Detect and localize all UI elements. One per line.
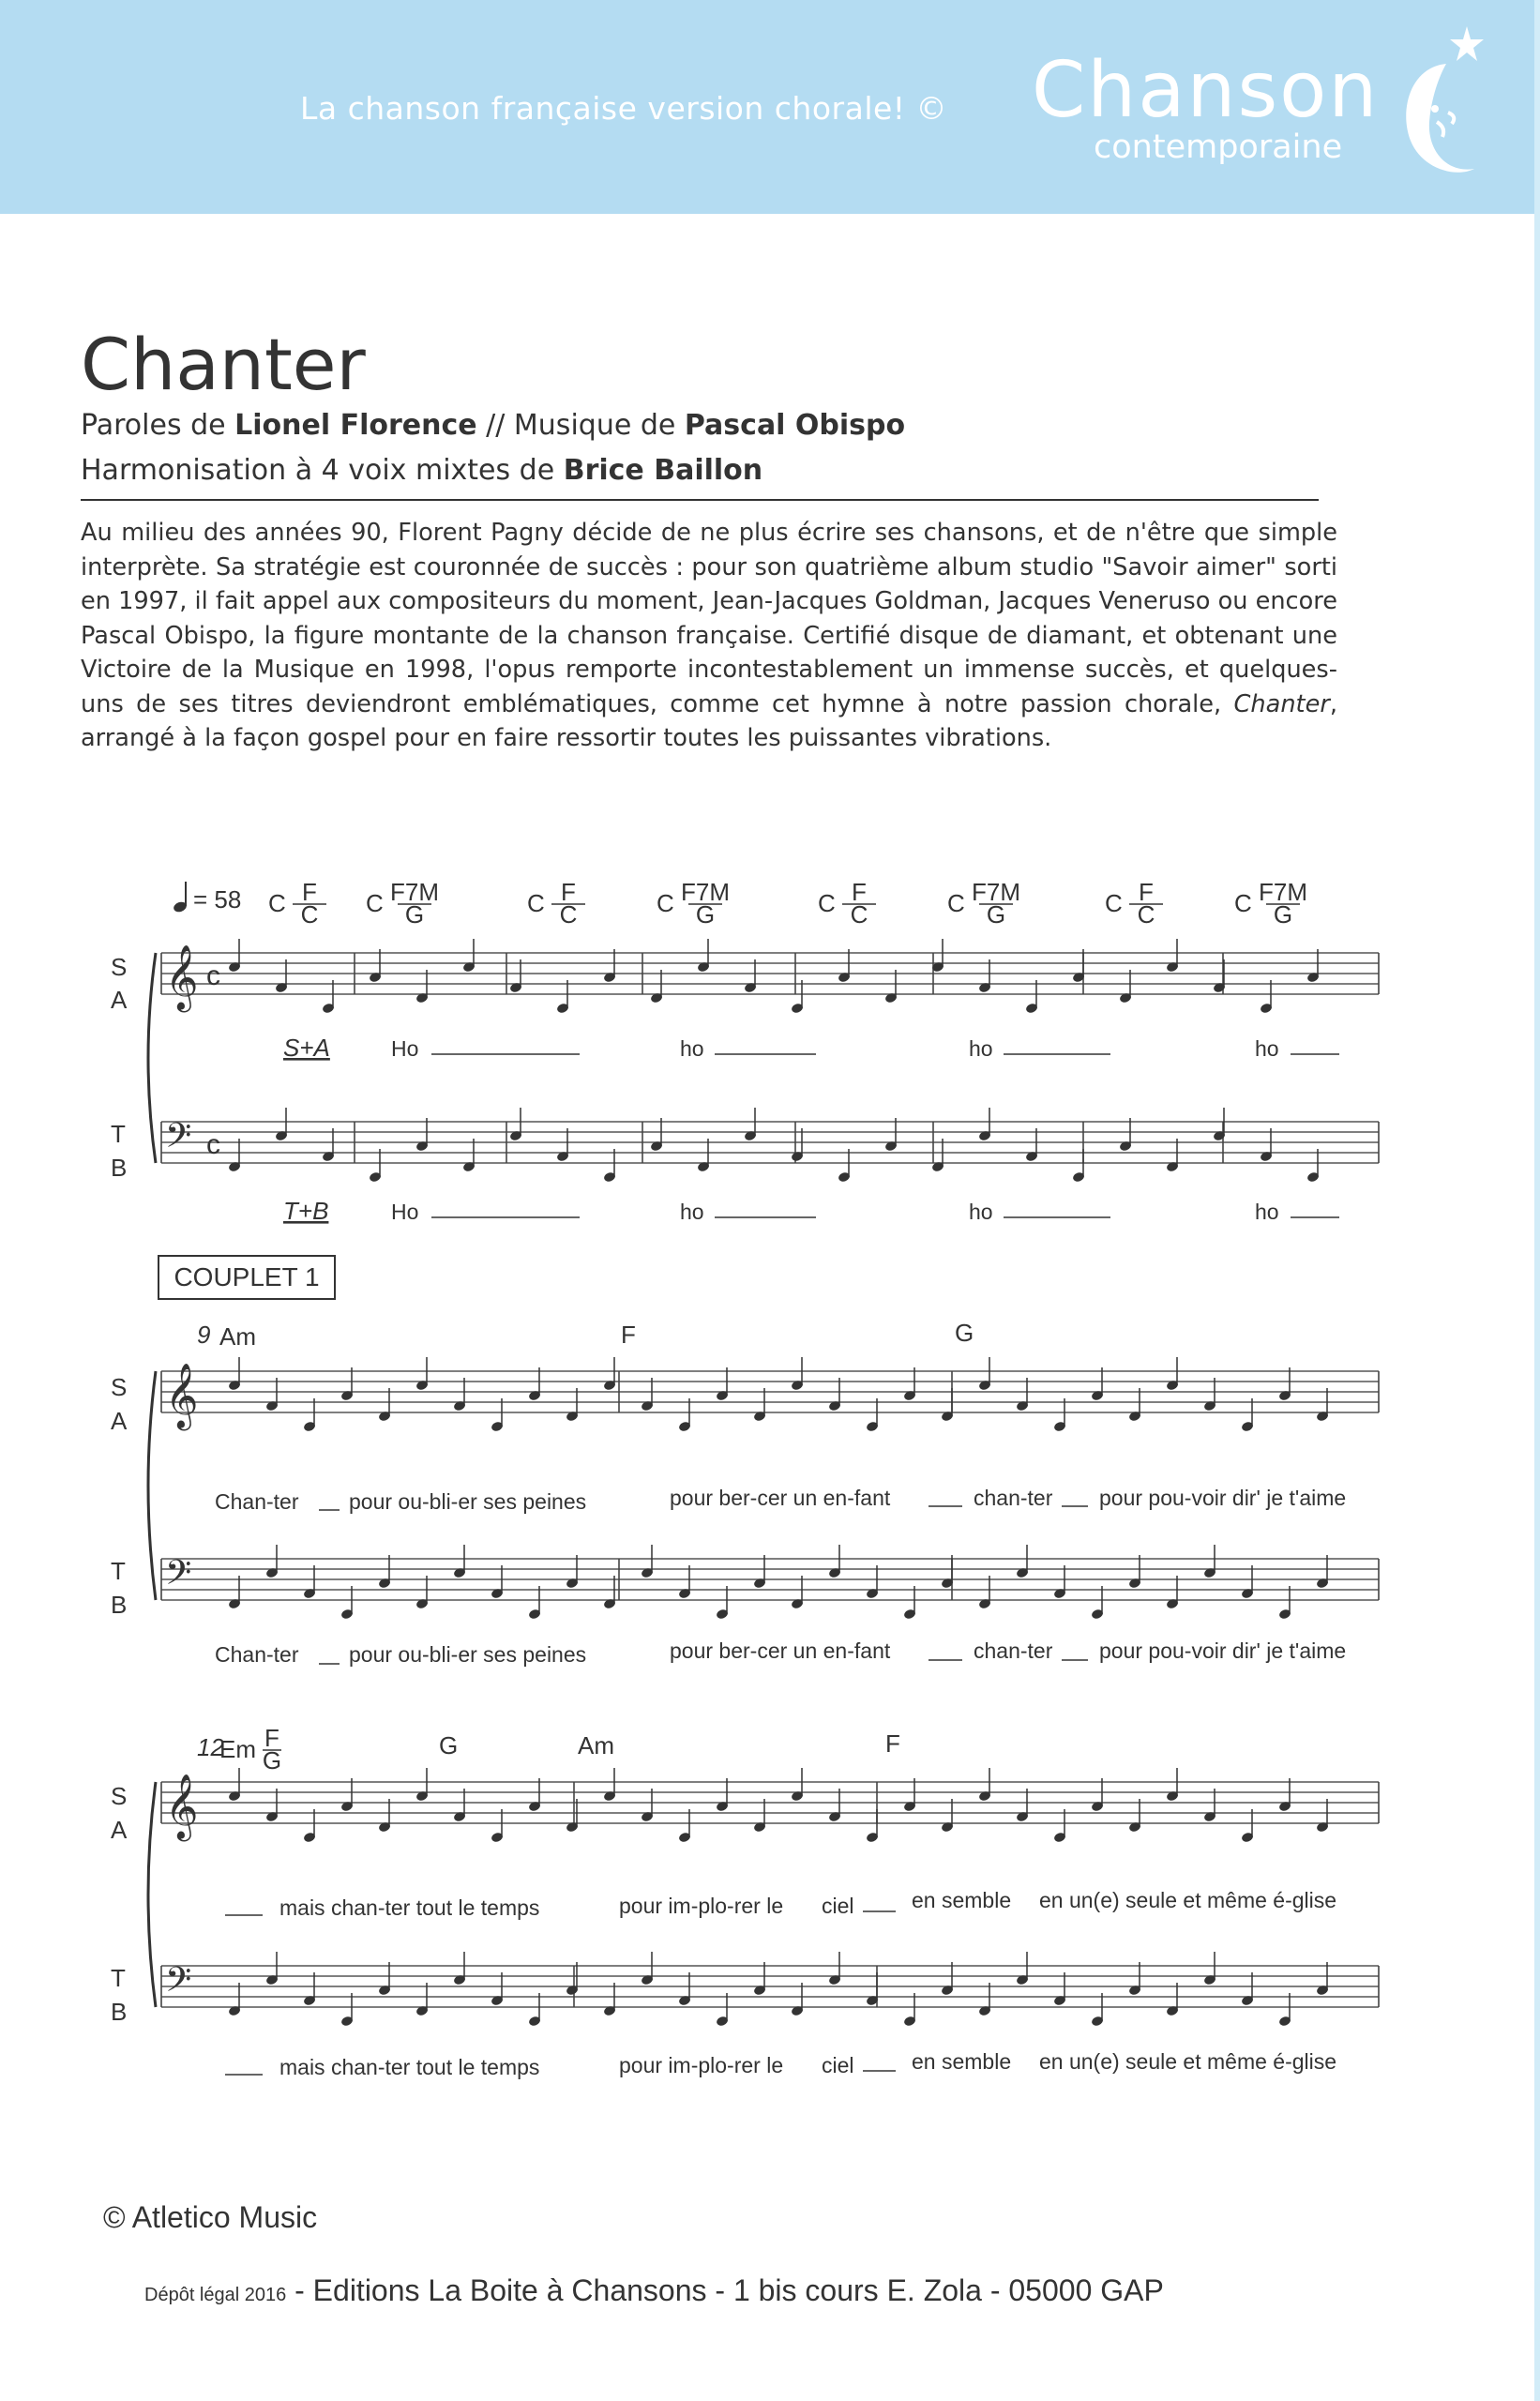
voice-label-b: B [111,1154,128,1182]
chord-root-3: C [657,889,674,917]
chord-f: F [621,1321,636,1349]
chord-root-2: C [527,889,545,917]
chord-root-1: C [366,889,384,917]
lyric-ho-tb-2: ho [680,1200,704,1224]
voice-label-a2: A [111,1407,128,1435]
lyric-implorer: pour im-plo-rer le [619,1894,784,1918]
lyric-pouvoir: pour pou-voir dir' je t'aime [1099,1486,1347,1510]
lyric-chanter: Chan-ter [215,1489,299,1514]
chord-g-2: G [439,1731,459,1759]
legal-notice [144,2273,1164,2308]
chord-num-3: F7M [681,878,730,906]
arr-prefix: Harmonisation à 4 voix mixtes de [81,454,564,487]
chord-den-4: C [850,900,868,929]
composer: Pascal Obispo [684,409,906,442]
voice-label-s3: S [111,1782,128,1810]
brand-subtitle: contemporaine [1094,128,1343,166]
lyric-ciel-tb: ciel [822,2053,854,2077]
lyric-chanter-2: chan-ter [974,1486,1053,1510]
measure-number-9: 9 [197,1321,211,1349]
chord-em-num: F [264,1724,279,1752]
voice-label-a: A [111,986,128,1014]
lyrics-prefix: Paroles de [81,409,235,442]
chord-den-0: C [300,900,319,929]
lyric-bercer-tb: pour ber-cer un en-fant [670,1638,891,1663]
lyric-ensemble: en semble [912,1888,1012,1912]
svg-text:𝄢: 𝄢 [165,1554,192,1600]
chord-f-2: F [885,1729,900,1758]
svg-text:c: c [206,1129,220,1160]
voice-label-s2: S [111,1373,128,1401]
svg-text:𝄞: 𝄞 [165,945,199,1008]
chord-den-3: G [695,900,716,929]
voice-label-t2: T [111,1557,126,1585]
arranger: Brice Baillon [563,454,763,487]
tagline: La chanson française version chorale! © [300,90,948,127]
note-heads [228,939,1329,2027]
chord-den-5: G [986,900,1006,929]
chord-den-6: C [1137,900,1155,929]
lyric-oublier: pour ou-bli-er ses peines [349,1489,587,1514]
intro-text: Au milieu des années 90, Florent Pagny décide de ne plus écrire ses chansons, et de n'être que simple interprète. Sa stratégie est couronnée de succès : pour son quatrième album studio "Savoir aimer" sorti en 1997, il fait appel aux compositeurs du moment, Jean-Jacques Goldman, Jacques Veneruso ou encore Pascal Obispo, la figure montante de la chanson française. Certifié disque de diamant, et obtenant une Victoire de la Musique en 1998, l'opus remporte incontestablement un immense succès, et quelques-uns de ses titres deviendront emblématiques, comme cet hymne à notre passion chorale, [81,519,1337,718]
tempo-value: = 58 [193,885,242,914]
chord-num-1: F7M [390,878,439,906]
chord-root-4: C [818,889,836,917]
lyric-ho-2: ho [680,1036,704,1061]
svg-text:𝄢: 𝄢 [165,1961,192,2007]
legal-deposit: Dépôt légal 2016 [144,2285,287,2305]
lyric-mais-tb: mais chan-ter tout le temps [279,2055,540,2079]
voice-label-b3: B [111,1998,128,2026]
song-title: Chanter [81,323,366,406]
intro-italic-title: Chanter [1233,689,1330,718]
chord-root-0: C [268,889,286,917]
system1-chords [268,878,1307,929]
lyric-ho-tb-1: Ho [391,1200,419,1224]
voice-label-a3: A [111,1816,128,1844]
lyric-ho-3: ho [969,1036,993,1061]
music-prefix: // Musique de [476,409,685,442]
lyric-chanter-tb: Chan-ter [215,1642,299,1667]
lyric-mais: mais chan-ter tout le temps [279,1895,540,1920]
brand-name: Chanson [1032,46,1380,135]
lyric-ciel: ciel [822,1894,854,1918]
chord-num-5: F7M [972,878,1020,906]
lyric-implorer-tb: pour im-plo-rer le [619,2053,784,2077]
chord-num-2: F [561,878,576,906]
lyric-eglise-tb: en un(e) seule et même é-glise [1039,2049,1337,2074]
lyric-ho-1: Ho [391,1036,419,1061]
lyric-eglise: en un(e) seule et même é-glise [1039,1888,1337,1912]
chord-am-2: Am [578,1731,614,1759]
chord-den-7: G [1273,900,1293,929]
voice-label-t3: T [111,1964,126,1992]
chord-am: Am [219,1322,256,1351]
chord-num-6: F [1139,878,1154,906]
voice-label-b2: B [111,1591,128,1619]
section-label-tb: T+B [283,1197,329,1225]
publisher-address: - Editions La Boite à Chansons - 1 bis cours E. Zola - 05000 GAP [286,2273,1164,2307]
lyric-ho-4: ho [1255,1036,1279,1061]
lyric-oublier-tb: pour ou-bli-er ses peines [349,1642,587,1667]
svg-text:𝄞: 𝄞 [165,1774,199,1837]
chord-num-0: F [302,878,317,906]
lyric-chanter-2-tb: chan-ter [974,1638,1053,1663]
section-label-sa: S+A [283,1034,330,1062]
chord-den-1: G [404,900,425,929]
svg-text:c: c [206,960,220,991]
lyric-extenders-2 [225,1506,1088,2075]
chord-root-6: C [1105,889,1123,917]
tempo-mark [173,882,242,914]
lyric-bercer: pour ber-cer un en-fant [670,1486,891,1510]
chord-den-2: C [559,900,578,929]
staff-lines [148,945,1379,2007]
lyric-ho-tb-3: ho [969,1200,993,1224]
couplet-label: COUPLET 1 [158,1255,336,1300]
svg-text:𝄞: 𝄞 [165,1364,199,1427]
chord-root-7: C [1234,889,1252,917]
lyricist: Lionel Florence [234,409,477,442]
lyric-pouvoir-tb: pour pou-voir dir' je t'aime [1099,1638,1347,1663]
chord-g: G [955,1319,974,1347]
lyric-ensemble-tb: en semble [912,2049,1012,2074]
voice-label-t: T [111,1120,126,1148]
chord-em: Em [219,1735,256,1763]
chord-num-7: F7M [1259,878,1307,906]
lyric-ho-tb-4: ho [1255,1200,1279,1224]
voice-label-s: S [111,953,128,981]
copyright: © Atletico Music [103,2200,318,2234]
chord-em-den: G [262,1746,282,1774]
intro-text-end: , arrangé à la façon gospel pour en faire ressortir toutes les puissantes vibrations. [81,689,1337,752]
measure-number-12: 12 [197,1733,224,1761]
chord-num-4: F [852,878,867,906]
chord-root-5: C [947,889,965,917]
svg-text:𝄢: 𝄢 [165,1117,192,1163]
